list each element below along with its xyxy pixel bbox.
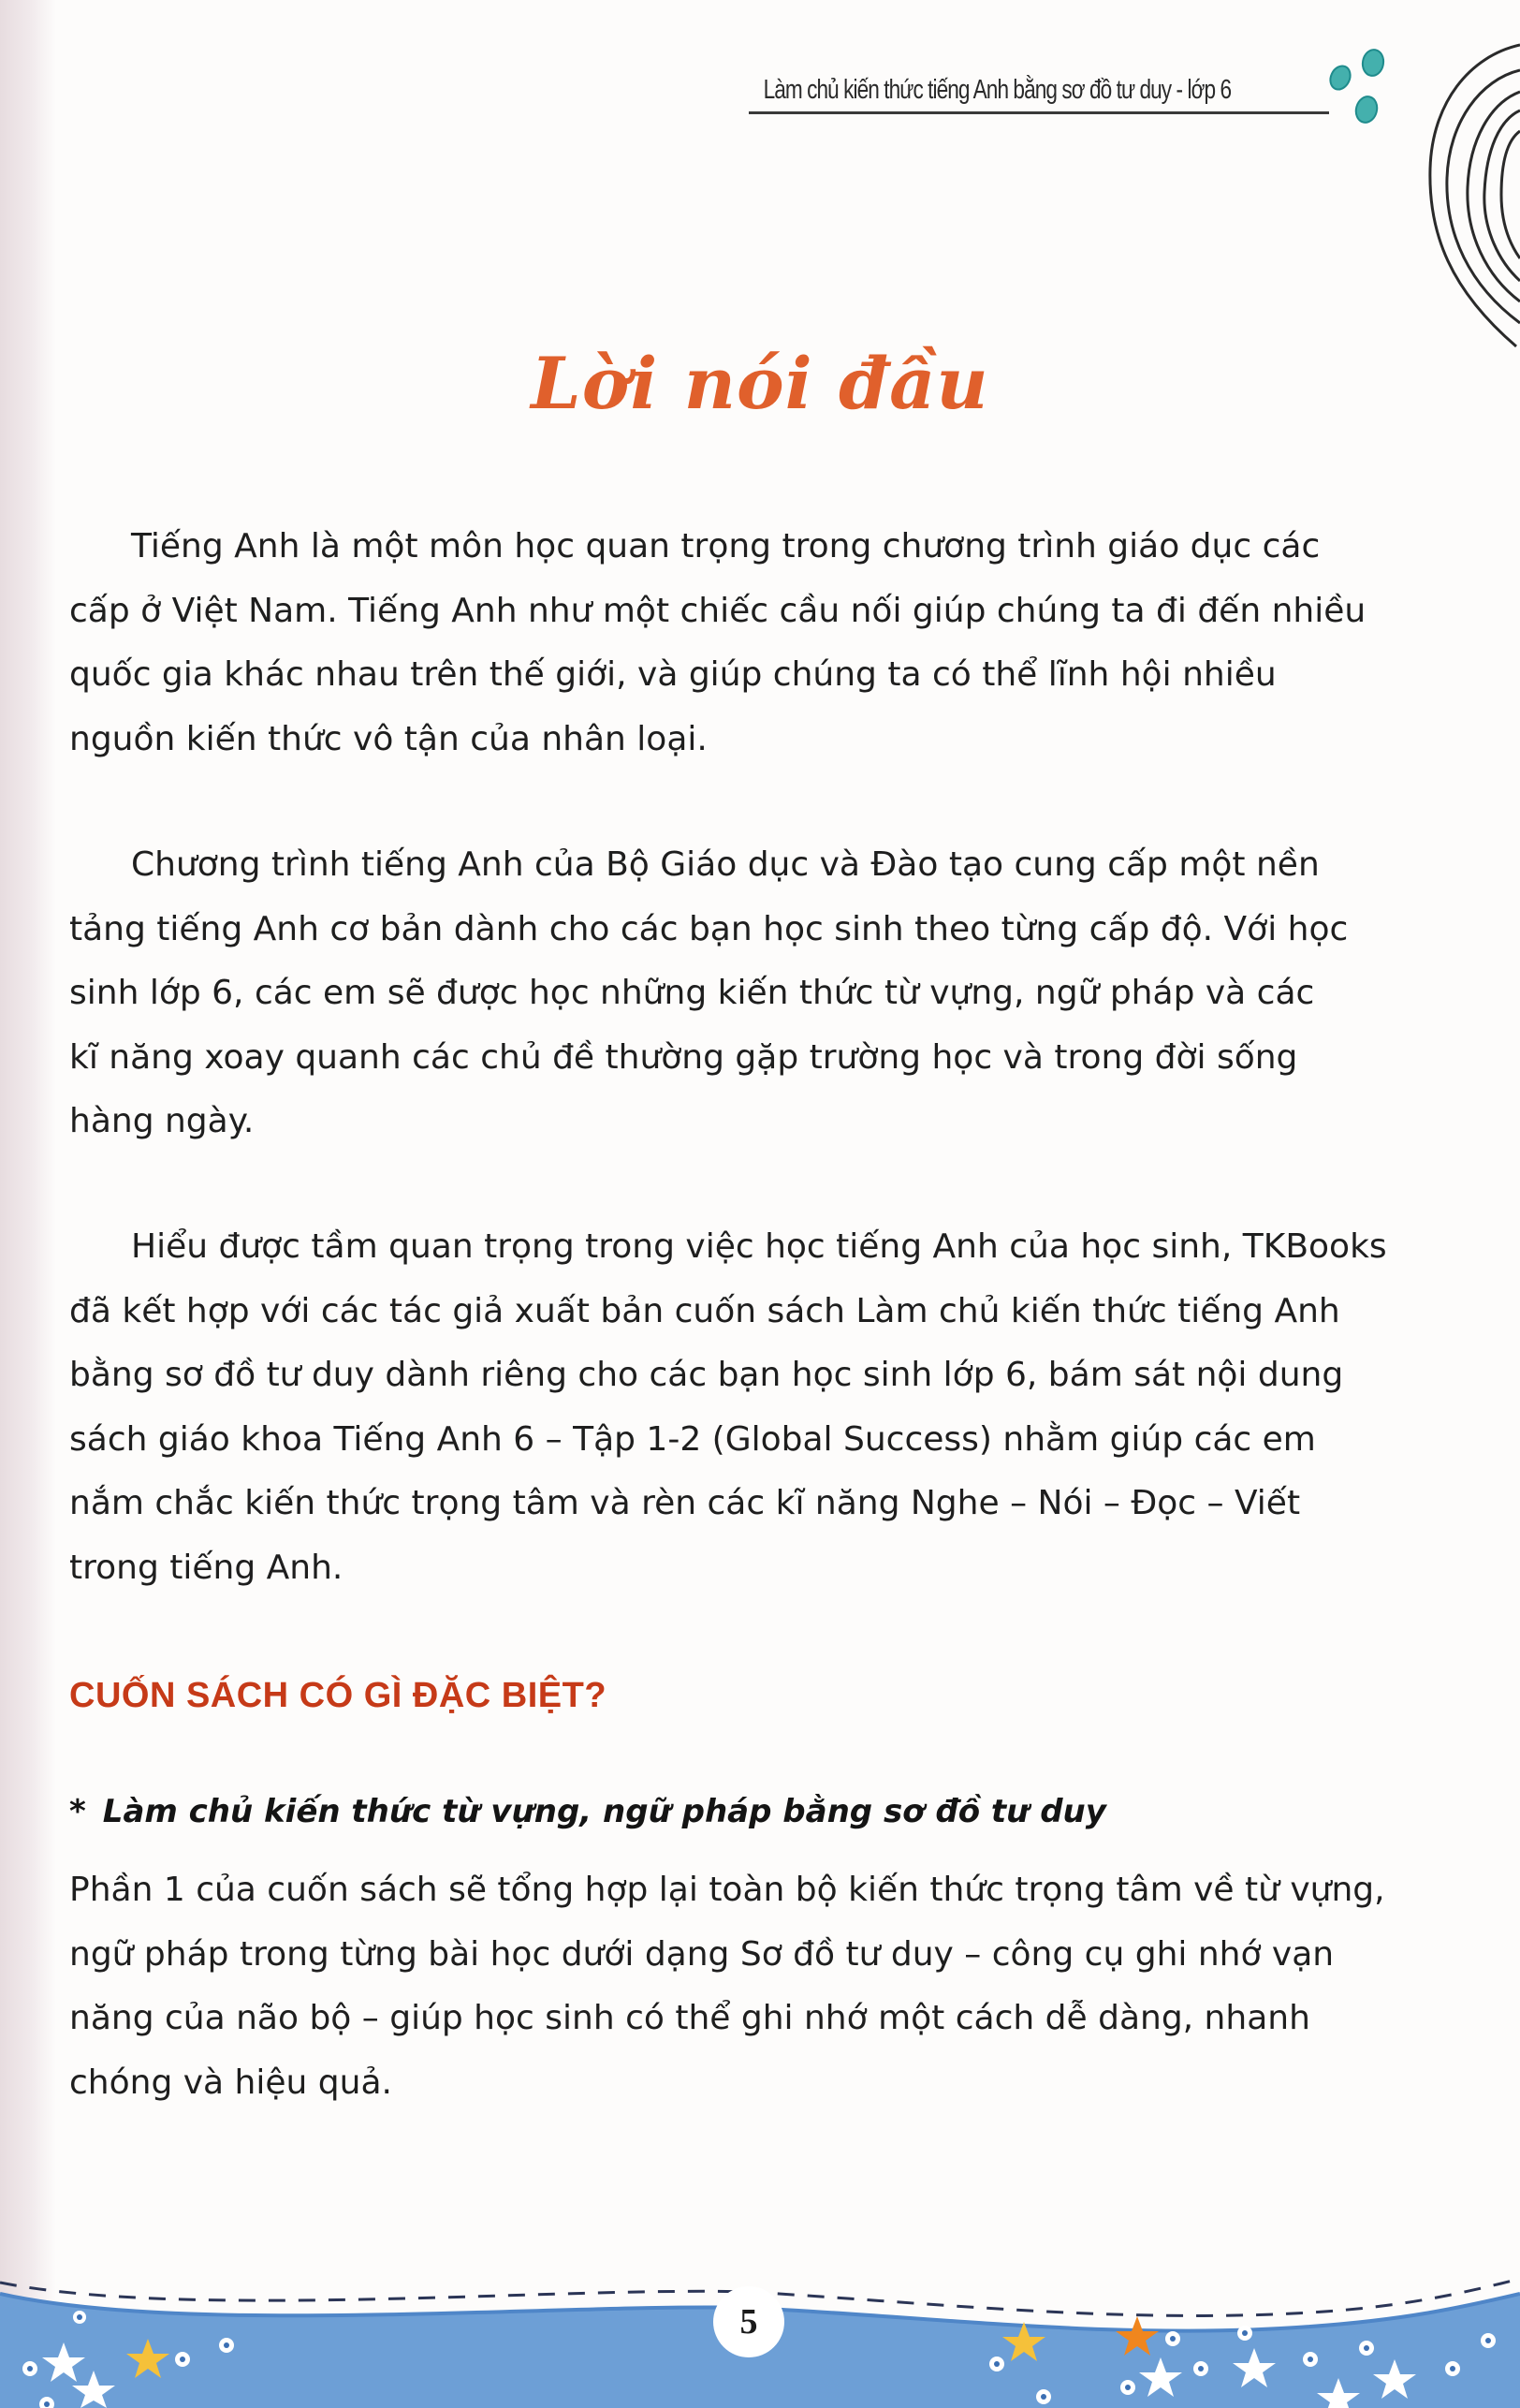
paragraph-line: nguồn kiến thức vô tận của nhân loại. — [69, 719, 708, 758]
bullet-title: Làm chủ kiến thức từ vựng, ngữ pháp bằng sơ đồ tư duy — [102, 1793, 1106, 1830]
page-number: 5 — [713, 2286, 784, 2357]
paragraph-line: sinh lớp 6, các em sẽ được học những kiến thức từ vựng, ngữ pháp và các — [69, 974, 1315, 1012]
paragraph-2 — [69, 833, 1395, 1154]
paragraph-line: năng của não bộ – giúp học sinh có thể ghi nhớ một cách dễ dàng, nhanh — [69, 1999, 1310, 2037]
paragraph-1 — [69, 515, 1395, 771]
swirl-lines-icon — [1413, 37, 1520, 356]
bullet-heading — [69, 1793, 1106, 1830]
section-heading: CUỐN SÁCH CÓ GÌ ĐẶC BIỆT? — [69, 1676, 607, 1715]
paragraph-line: đã kết hợp với các tác giả xuất bản cuốn sách Làm chủ kiến thức tiếng Anh — [69, 1291, 1340, 1330]
paragraph-line: bằng sơ đồ tư duy dành riêng cho các bạn học sinh lớp 6, bám sát nội dung — [69, 1356, 1344, 1394]
paragraph-line: kĩ năng xoay quanh các chủ đề thường gặp trường học và trong đời sống — [69, 1037, 1298, 1077]
teal-dots-icon — [1320, 42, 1404, 126]
running-header — [749, 75, 1329, 114]
paragraph-line: ngữ pháp trong từng bài học dưới dạng Sơ đồ tư duy – công cụ ghi nhớ vạn — [69, 1934, 1335, 1974]
paragraph-line: cấp ở Việt Nam. Tiếng Anh như một chiếc cầu nối giúp chúng ta đi đến nhiều — [69, 591, 1367, 630]
bullet-asterisk-icon: * — [69, 1793, 86, 1830]
paragraph-line: trong tiếng Anh. — [69, 1548, 343, 1587]
paragraph-line: Hiểu được tầm quan trọng trong việc học tiếng Anh của học sinh, TKBooks — [131, 1227, 1387, 1266]
bullet-body — [69, 1858, 1395, 2115]
page-title: Lời nói đầu — [531, 342, 989, 425]
paragraph-line: Tiếng Anh là một môn học quan trọng trong chương trình giáo dục các — [131, 527, 1321, 565]
paragraph-3 — [69, 1215, 1395, 1600]
paragraph-line: hàng ngày. — [69, 1102, 255, 1140]
paragraph-line: Phần 1 của cuốn sách sẽ tổng hợp lại toàn bộ kiến thức trọng tâm về từ vựng, — [69, 1871, 1385, 1909]
paragraph-line: sách giáo khoa Tiếng Anh 6 – Tập 1-2 (Global Success) nhằm giúp các em — [69, 1419, 1316, 1459]
paragraph-line: tảng tiếng Anh cơ bản dành cho các bạn học sinh theo từng cấp độ. Với học — [69, 909, 1349, 948]
paragraph-line: nắm chắc kiến thức trọng tâm và rèn các kĩ năng Nghe – Nói – Đọc – Viết — [69, 1484, 1301, 1522]
running-header-title: Làm chủ kiến thức tiếng Anh bằng sơ đồ tư duy - lớp 6 — [763, 75, 1232, 105]
paragraph-line: chóng và hiệu quả. — [69, 2063, 392, 2102]
paragraph-line: quốc gia khác nhau trên thế giới, và giúp chúng ta có thể lĩnh hội nhiều — [69, 655, 1277, 694]
paragraph-line: Chương trình tiếng Anh của Bộ Giáo dục và Đào tạo cung cấp một nền — [131, 845, 1320, 884]
